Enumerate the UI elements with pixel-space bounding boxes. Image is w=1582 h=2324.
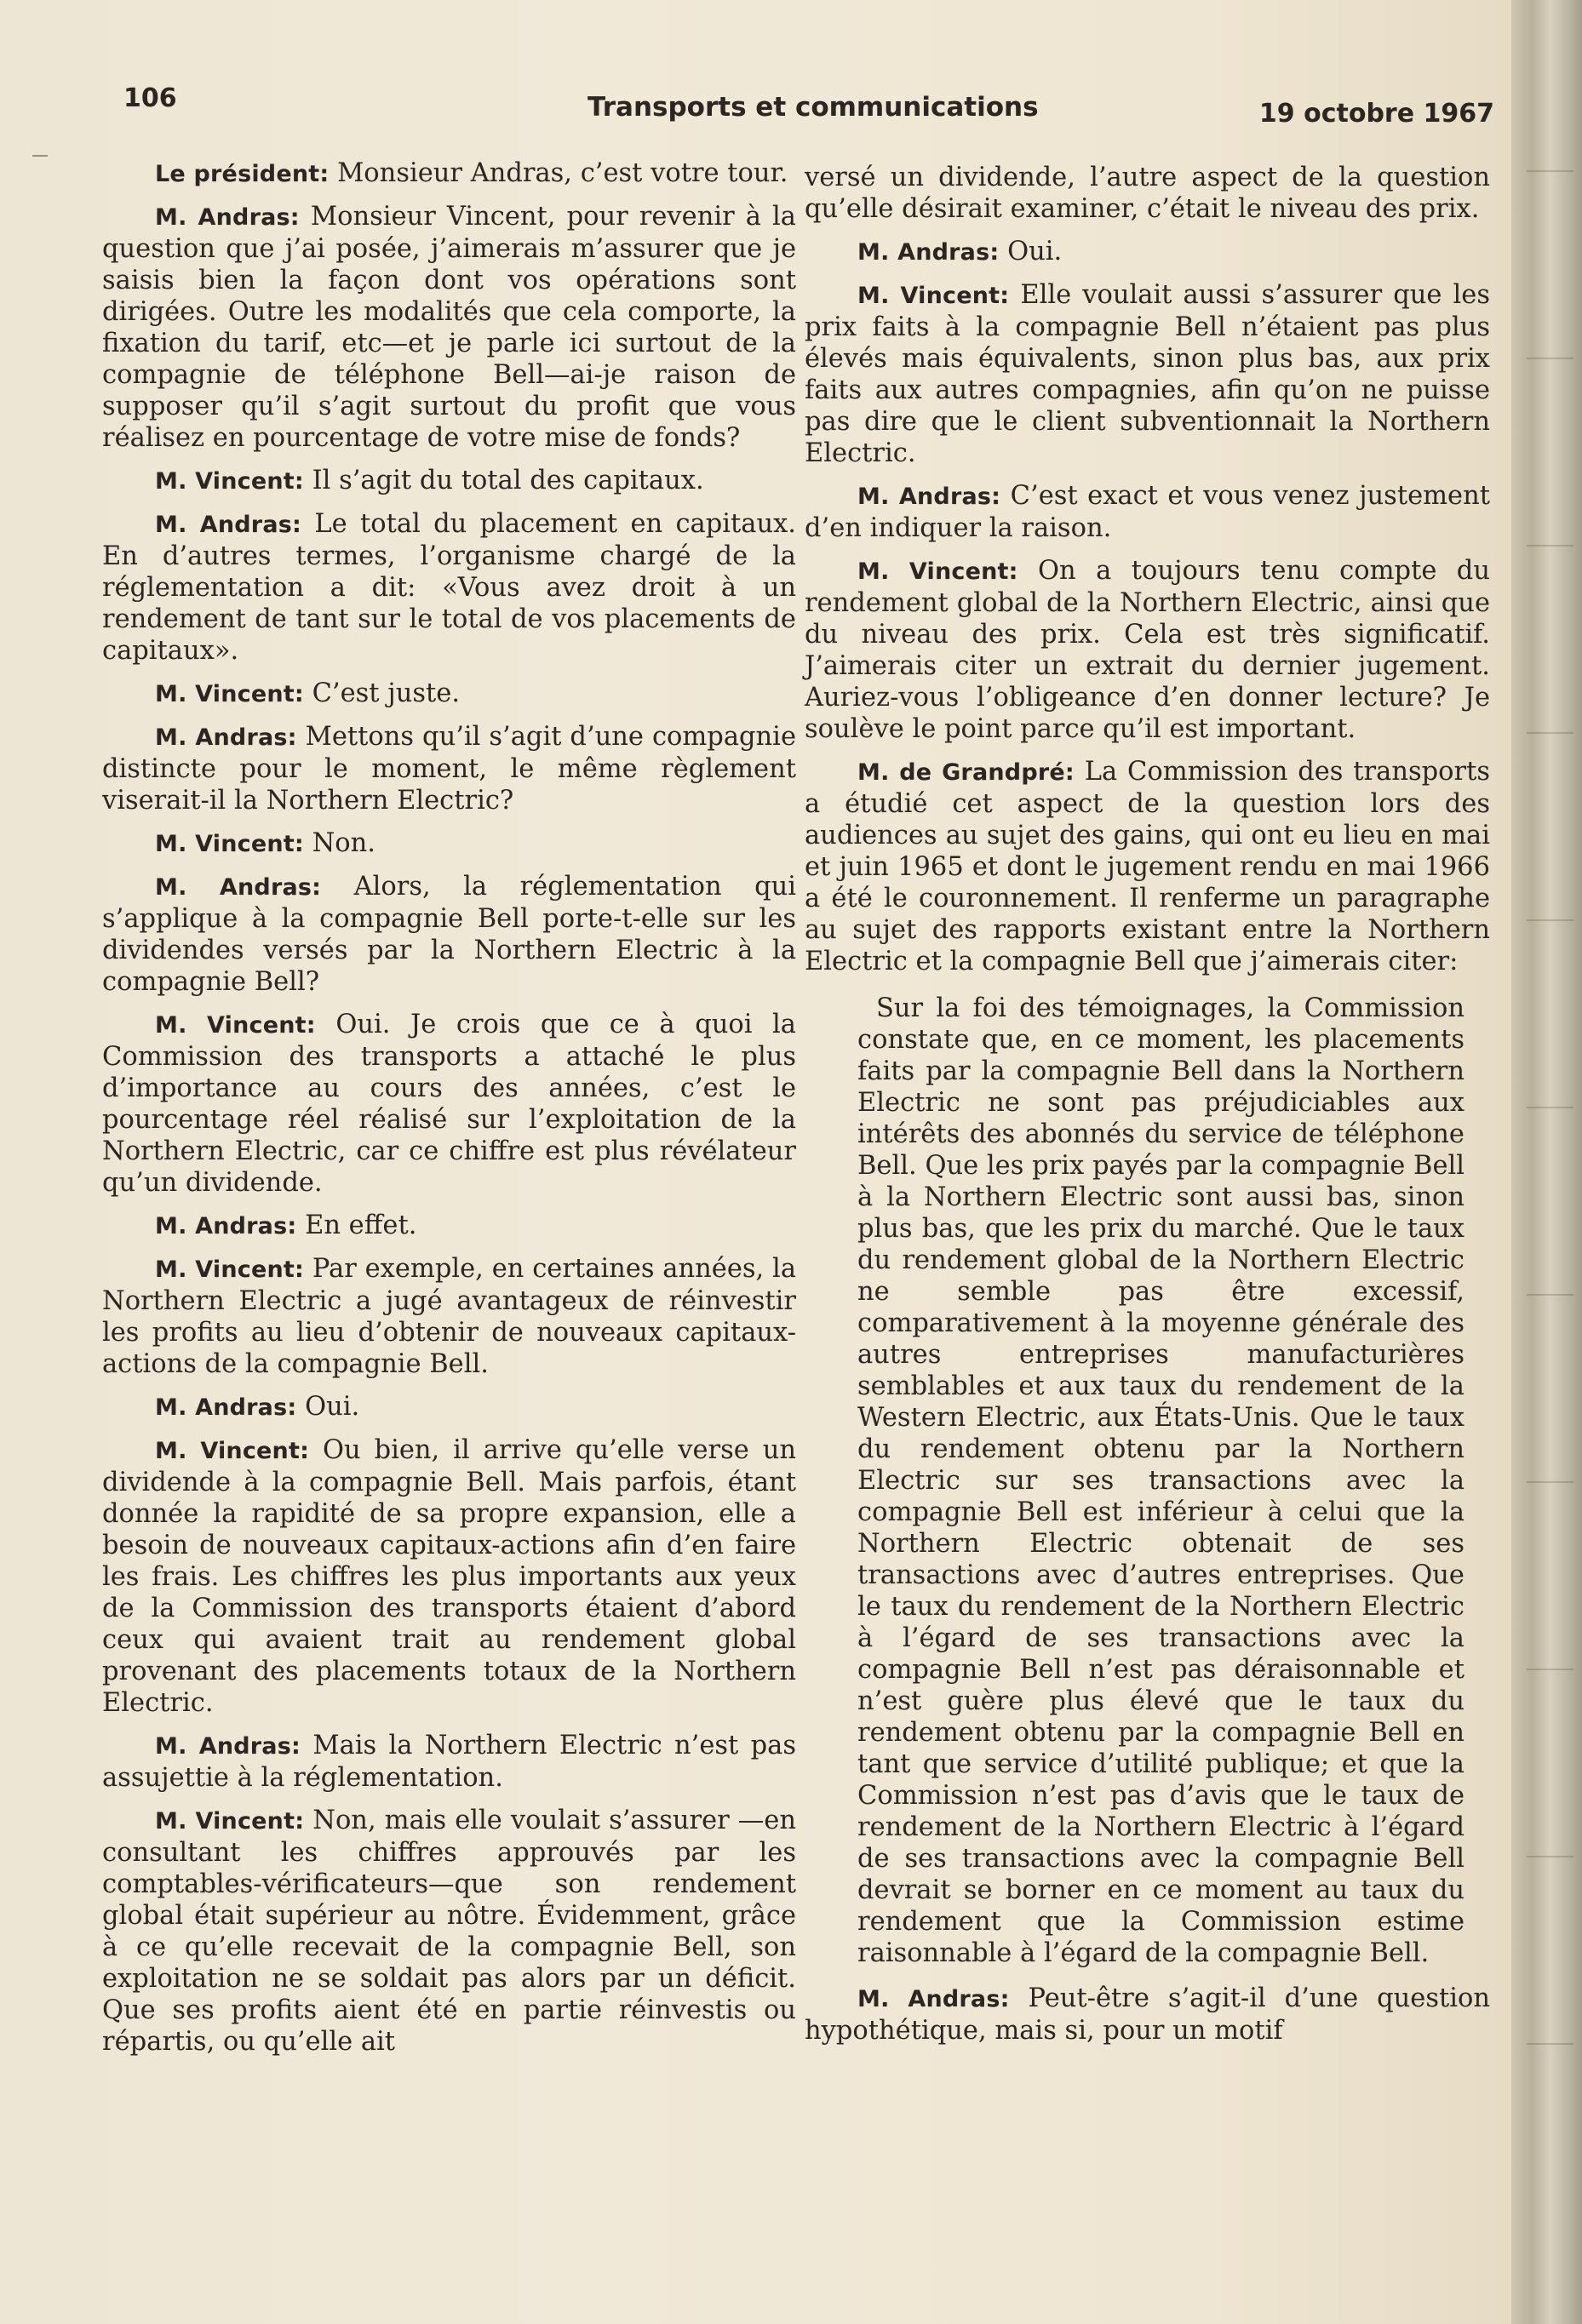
- speaker-name: M. Vincent:: [155, 1438, 310, 1464]
- speaker-name: M. Andras:: [155, 1213, 297, 1239]
- speaker-name: M. Andras:: [155, 204, 300, 231]
- speech-text: C’est juste.: [312, 678, 461, 708]
- speech-paragraph: [805, 480, 1490, 544]
- speech-text: Alors, la réglementation qui s’applique à la compagnie Bell porte-t-elle sur les dividendes versés par la Northern Electric à la compagnie Bell?: [102, 872, 797, 997]
- speaker-name: M. Andras:: [155, 874, 322, 901]
- speech-text: La Commission des transports a étudié cet aspect de la question lors des audiences au sujet des gains, qui ont eu lieu en mai et juin 1965 et dont le jugement rendu en mai 1966 a été le couronnement. Il renferme un paragraphe au sujet des rapports existant entre la Northern Electric et la compagnie Bell que j’aimerais citer:: [805, 757, 1490, 976]
- speech-paragraph: [102, 157, 796, 190]
- speaker-name: M. Andras:: [155, 724, 297, 751]
- margin-mark: [32, 155, 48, 157]
- continued-text: versé un dividende, l’autre aspect de la question qu’elle désirait examiner, c’était le niveau des prix.: [805, 163, 1490, 224]
- speech-paragraph: [102, 1805, 796, 2058]
- speaker-name: M. Vincent:: [155, 681, 304, 707]
- speech-text: Elle voulait aussi s’assurer que les prix faits à la compagnie Bell n’étaient pas plus élevés mais équivalents, sinon plus bas, aux prix faits aux autres compagnies, afin qu’on ne puisse pas dire que le client subventionnait la Northern Electric.: [805, 280, 1490, 468]
- speaker-name: M. Andras:: [857, 239, 1000, 266]
- speaker-name: M. Vincent:: [857, 283, 1010, 309]
- right-column: [805, 162, 1490, 2058]
- speech-text: Non.: [312, 828, 375, 858]
- running-title: Transports et communications: [588, 92, 1039, 123]
- speech-paragraph: [102, 1009, 796, 1199]
- speech-paragraph: [102, 678, 796, 710]
- speech-paragraph: [102, 827, 796, 860]
- speaker-name: M. Andras:: [857, 484, 1001, 510]
- speech-text: Oui.: [305, 1392, 360, 1422]
- speaker-name: M. Vincent:: [155, 831, 304, 857]
- speech-paragraph: [102, 1210, 796, 1242]
- speaker-name: M. Vincent:: [155, 1012, 316, 1039]
- speech-paragraph: [102, 871, 796, 998]
- speech-text: Monsieur Vincent, pour revenir à la question que j’ai posée, j’aimerais m’assurer que je saisis bien la façon dont vos opérations sont dirigées. Outre les modalités que cela comporte, la fixation du tarif, etc—et je parle ici surtout de la compagnie de téléphone Bell—ai-je raison de supposer qu’il s’agit surtout du profit que vous réalisez en pourcentage de votre mise de fonds?: [102, 202, 796, 453]
- speech-paragraph: [102, 201, 796, 454]
- speech-text: En effet.: [305, 1211, 417, 1240]
- page-number: 106: [123, 83, 177, 113]
- speech-paragraph: [805, 756, 1490, 977]
- speaker-name: M. Andras:: [155, 1733, 301, 1760]
- speech-text: Il s’agit du total des capitaux.: [312, 466, 704, 495]
- speech-text: Monsieur Andras, c’est votre tour.: [337, 158, 788, 188]
- block-quote: Sur la foi des témoignages, la Commission constate que, en ce moment, les placements faits par la compagnie Bell dans la Northern Electric ne sont pas préjudiciables aux intérêts des abonnés du service de téléphone Bell. Que les prix payés par la compagnie Bell à la Northern Electric sont aussi bas, sinon plus bas, que les prix du marché. Que le taux du rendement global de la Northern Electric ne semble pas être excessif, comparativement à la moyenne générale des autres entreprises manufacturières semblables et aux taux du rendement de la Western Electric, aux États-Unis. Que le taux du rendement obtenu par la Northern Electric sur ses transactions avec la compagnie Bell est inférieur à celui que la Northern Electric obtenait de ses transactions avec d’autres entreprises. Que le taux du rendement de la Northern Electric à l’égard de ses transactions avec la compagnie Bell n’est pas déraisonnable et n’est guère plus élevé que le taux du rendement obtenu par la compagnie Bell en tant que service d’utilité publique; et que la Commission n’est pas d’avis que le taux de rendement de la Northern Electric à l’égard de ses transactions avec la compagnie Bell devrait se borner en ce moment au taux du rendement que la Commission estime raisonnable à l’égard de la compagnie Bell.: [857, 993, 1464, 1968]
- speaker-name: M. Vincent:: [155, 468, 304, 495]
- speech-text: Non, mais elle voulait s’assurer —en consultant les chiffres approuvés par les comptables-vérificateurs—que son rendement global était supérieur au nôtre. Évidemment, grâce à ce qu’elle recevait de la compagnie Bell, son exploitation ne se soldait pas alors par un déficit. Que ses profits aient été en partie réinvestis ou répartis, ou qu’elle ait: [102, 1806, 796, 2057]
- speaker-name: Le président:: [155, 161, 330, 187]
- speech-paragraph: [102, 1391, 796, 1423]
- speech-text: Ou bien, il arrive qu’elle verse un dividende à la compagnie Bell. Mais parfois, étant donnée la rapidité de sa propre expansion, elle a besoin de nouveaux capitaux-actions afin d’en faire les frais. Les chiffres les plus importants aux yeux de la Commission des transports étaient d’abord ceux qui avaient trait au rendement global provenant des placements totaux de la Northern Electric.: [102, 1435, 796, 1718]
- speech-text: Mettons qu’il s’agit d’une compagnie distincte pour le moment, le même règlement viserait-il la Northern Electric?: [102, 722, 796, 816]
- speaker-name: M. Andras:: [857, 1986, 1010, 2012]
- speech-paragraph: [102, 1730, 796, 1794]
- speech-text: Mais la Northern Electric n’est pas assujettie à la réglementation.: [102, 1731, 796, 1793]
- speech-paragraph: [102, 1253, 796, 1380]
- speech-text: Peut-être s’agit-il d’une question hypothétique, mais si, pour un motif: [805, 1983, 1490, 2046]
- speech-text: Oui.: [1007, 237, 1063, 266]
- speech-text: On a toujours tenu compte du rendement global de la Northern Electric, ainsi que du niveau des prix. Cela est très significatif. J’aimerais citer un extrait du dernier jugement. Auriez-vous l’obligeance d’en donner lecture? Je soulève le point parce qu’il est important.: [805, 556, 1490, 744]
- speech-paragraph: [102, 721, 796, 816]
- speaker-name: M. Vincent:: [155, 1256, 305, 1283]
- left-column: [102, 157, 796, 2069]
- speech-text: Par exemple, en certaines années, la Northern Electric a jugé avantageux de réinvestir les profits au lieu d’obtenir de nouveaux capitaux-actions de la compagnie Bell.: [102, 1254, 796, 1379]
- speech-paragraph: [805, 555, 1490, 745]
- page-header: [123, 77, 1494, 128]
- speaker-name: M. Andras:: [155, 512, 302, 538]
- book-binding-edge: [1511, 0, 1582, 2324]
- speech-text: Oui. Je crois que ce à quoi la Commission des transports a attaché le plus d’importance au cours des années, c’est le pourcentage réel réalisé sur l’exploitation de la Northern Electric, car ce chiffre est plus révélateur qu’un dividende.: [102, 1010, 796, 1198]
- speech-paragraph: [805, 236, 1490, 268]
- speaker-name: M. Andras:: [155, 1394, 297, 1421]
- speech-text: C’est exact et vous venez justement d’en indiquer la raison.: [805, 481, 1491, 543]
- page-date: 19 octobre 1967: [1258, 99, 1494, 129]
- speech-text: Le total du placement en capitaux. En d’autres termes, l’organisme chargé de la réglementation a dit: «Vous avez droit à un rendement de tant sur le total de vos placements de capitaux».: [102, 509, 796, 666]
- speech-paragraph: [805, 279, 1490, 469]
- speaker-name: M. de Grandpré:: [857, 759, 1075, 786]
- speech-paragraph: [102, 465, 796, 497]
- speaker-name: M. Vincent:: [857, 558, 1018, 585]
- speaker-name: M. Vincent:: [155, 1808, 305, 1835]
- speech-paragraph: [805, 1983, 1490, 2046]
- speech-paragraph: [102, 508, 796, 667]
- speech-paragraph: [102, 1434, 796, 1719]
